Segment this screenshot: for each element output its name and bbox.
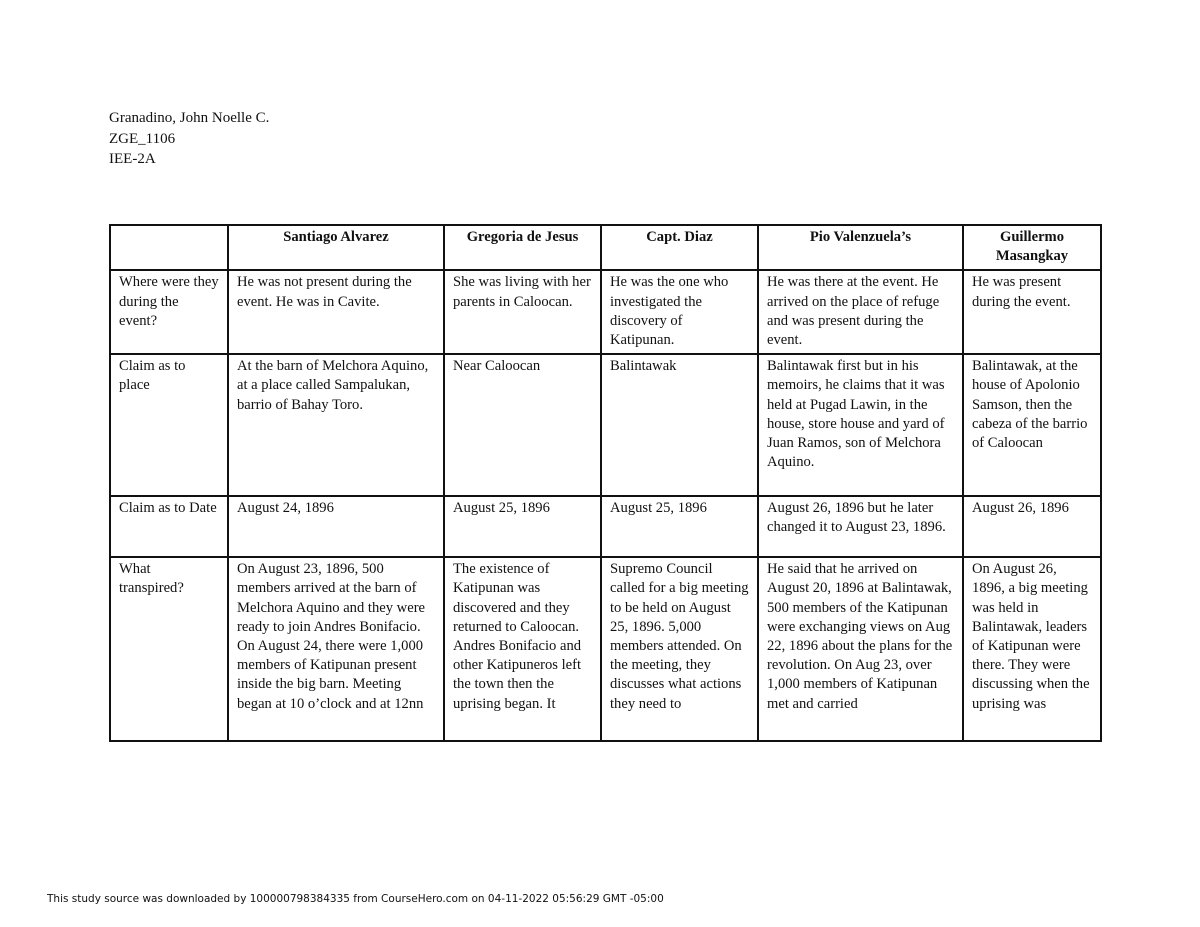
table-header-row — [110, 225, 1101, 270]
table-cell: He was there at the event. He arrived on the place of refuge and was present during the event. — [758, 270, 963, 354]
row-label: What transpired? — [110, 557, 228, 741]
table-cell: August 25, 1896 — [601, 496, 758, 557]
table-cell: He was not present during the event. He was in Cavite. — [228, 270, 444, 354]
comparison-table — [109, 224, 1102, 742]
table-cell: Balintawak — [601, 354, 758, 496]
table-cell: Balintawak, at the house of Apolonio Samson, then the cabeza of the barrio of Caloocan — [963, 354, 1101, 496]
student-name: Granadino, John Noelle C. — [109, 110, 270, 126]
header-cell: Capt. Diaz — [601, 225, 758, 270]
table-row — [110, 270, 1101, 354]
table-cell: On August 26, 1896, a big meeting was held in Balintawak, leaders of Katipunan were there. They were discussing when the uprising was — [963, 557, 1101, 741]
course-code: ZGE_1106 — [109, 130, 176, 147]
download-notice: This study source was downloaded by 100000798384335 from CourseHero.com on 04-11-2022 05:56:29 GMT -05:00 — [47, 893, 664, 905]
document-header — [109, 108, 269, 170]
table-cell: August 25, 1896 — [444, 496, 601, 557]
header-cell-blank — [110, 225, 228, 270]
header-cell: Gregoria de Jesus — [444, 225, 601, 270]
table-row — [110, 557, 1101, 741]
header-cell: Santiago Alvarez — [228, 225, 444, 270]
table-cell: On August 23, 1896, 500 members arrived at the barn of Melchora Aquino and they were ready to join Andres Bonifacio. On August 24, there were 1,000 members of Katipunan present inside the big barn. Meeting began at 10 o’clock and at 12nn — [228, 557, 444, 741]
table-cell: At the barn of Melchora Aquino, at a place called Sampalukan, barrio of Bahay Toro. — [228, 354, 444, 496]
table-cell: She was living with her parents in Caloocan. — [444, 270, 601, 354]
table-cell: August 26, 1896 but he later changed it to August 23, 1896. — [758, 496, 963, 557]
row-label: Claim as to place — [110, 354, 228, 496]
row-label: Where were they during the event? — [110, 270, 228, 354]
header-cell: Guillermo Masangkay — [963, 225, 1101, 270]
table-cell: Balintawak first but in his memoirs, he claims that it was held at Pugad Lawin, in the house, store house and yard of Juan Ramos, son of Melchora Aquino. — [758, 354, 963, 496]
table-row — [110, 354, 1101, 496]
table-cell: He was the one who investigated the discovery of Katipunan. — [601, 270, 758, 354]
table-cell: He was present during the event. — [963, 270, 1101, 354]
section-code: IEE-2A — [109, 151, 156, 167]
table-cell: The existence of Katipunan was discovered and they returned to Caloocan. Andres Bonifacio and other Katipuneros left the town then the uprising began. It — [444, 557, 601, 741]
row-label: Claim as to Date — [110, 496, 228, 557]
table-cell: August 24, 1896 — [228, 496, 444, 557]
table-cell: He said that he arrived on August 20, 1896 at Balintawak, 500 members of the Katipunan were exchanging views on Aug 22, 1896 about the plans for the revolution. On Aug 23, over 1,000 members of Katipunan met and carried — [758, 557, 963, 741]
table-row — [110, 496, 1101, 557]
table-cell: August 26, 1896 — [963, 496, 1101, 557]
table-cell: Near Caloocan — [444, 354, 601, 496]
table-cell: Supremo Council called for a big meeting to be held on August 25, 1896. 5,000 members attended. On the meeting, they discusses what actions they need to — [601, 557, 758, 741]
header-cell: Pio Valenzuela’s — [758, 225, 963, 270]
